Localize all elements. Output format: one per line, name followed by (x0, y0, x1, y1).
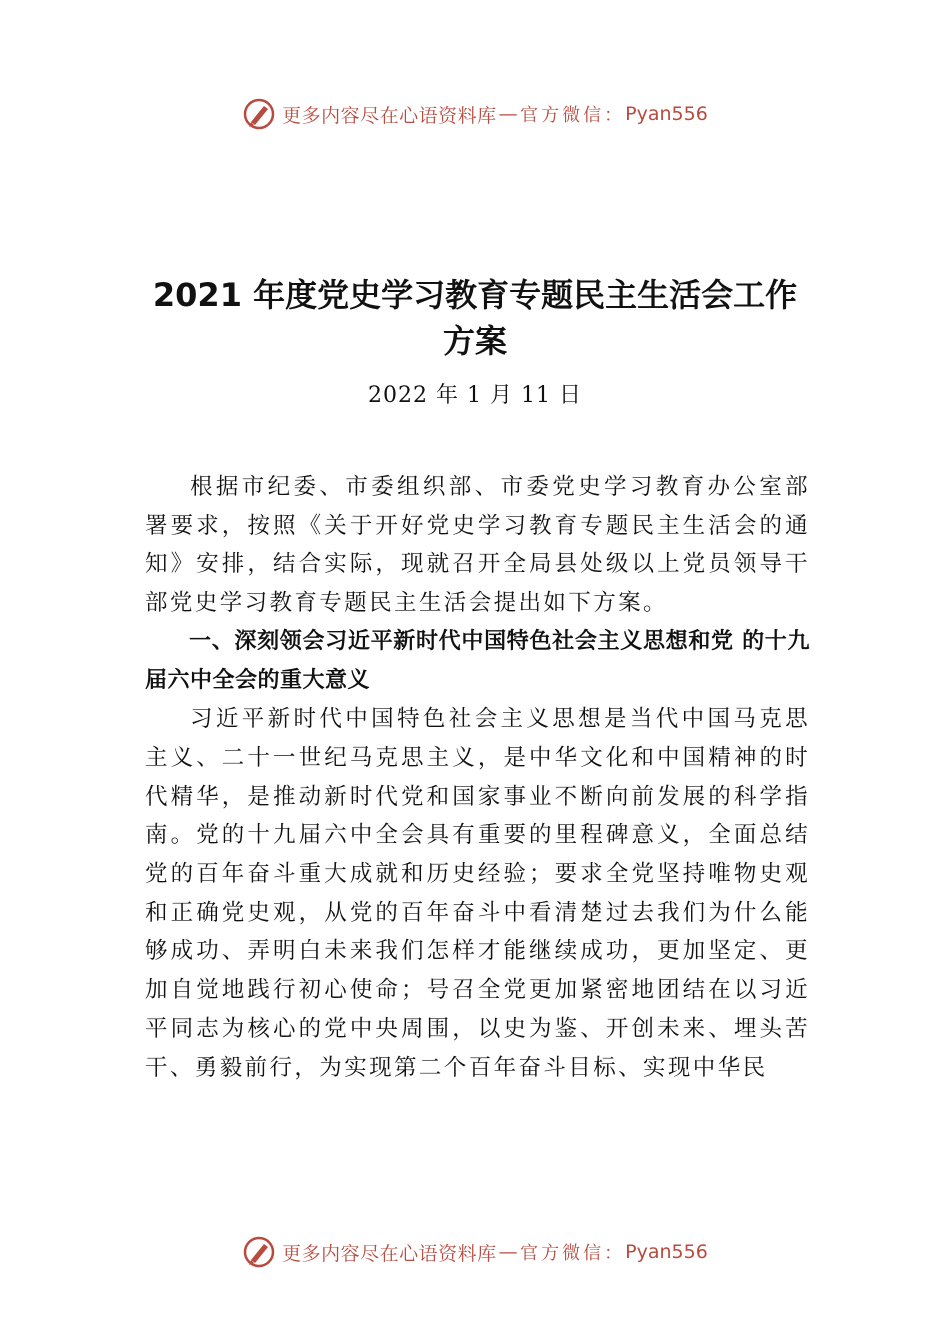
watermark-id: Pyan556 (625, 103, 708, 125)
watermark-label: 官方微信： (520, 1243, 626, 1264)
document-title: 2021 年度党史学习教育专题民主生活会工作方案 (152, 276, 798, 360)
document-body (145, 468, 810, 1087)
pen-logo-icon (242, 1235, 276, 1269)
watermark-footer (0, 1232, 950, 1272)
paragraph-section-1: 习近平新时代中国特色社会主义思想是当代中国马克思主义、二十一世纪马克思主义，是中华文化和中国精神的时代精华，是推动新时代党和国家事业不断向前发展的科学指南。党的十九届六中全会具有重要的里程碑意义，全面总结党的百年奋斗重大成就和历史经验；要求全党坚持唯物史观和正确党史观，从党的百年奋斗中看清楚过去我们为什么能够成功、弄明白未来我们怎样才能继续成功，更加坚定、更加自觉地践行初心使命；号召全党更加紧密地团结在以习近平同志为核心的党中央周围，以史为鉴、开创未来、埋头苦干、勇毅前行，为实现第二个百年奋斗目标、实现中华民 (145, 706, 810, 1081)
watermark-id: Pyan556 (625, 1241, 708, 1263)
paragraph-intro: 根据市纪委、市委组织部、市委党史学习教育办公室部署要求，按照《关于开好党史学习教育专题民主生活会的通知》安排，结合实际，现就召开全局县处级以上党员领导干部党史学习教育专题民主生活会提出如下方案。 (145, 474, 810, 617)
pen-logo-icon (242, 97, 276, 131)
watermark-dash: — (498, 103, 519, 125)
document-date: 2022 年 1 月 11 日 (368, 383, 582, 408)
watermark-dash: — (498, 1241, 519, 1263)
watermark-header (0, 94, 950, 134)
section-heading-1: 一、深刻领会习近平新时代中国特色社会主义思想和党 的十九届六中全会的重大意义 (145, 628, 810, 693)
watermark-text: 更多内容尽在心语资料库 (282, 104, 497, 127)
watermark-text: 更多内容尽在心语资料库 (282, 1242, 497, 1265)
watermark-label: 官方微信： (520, 105, 626, 126)
